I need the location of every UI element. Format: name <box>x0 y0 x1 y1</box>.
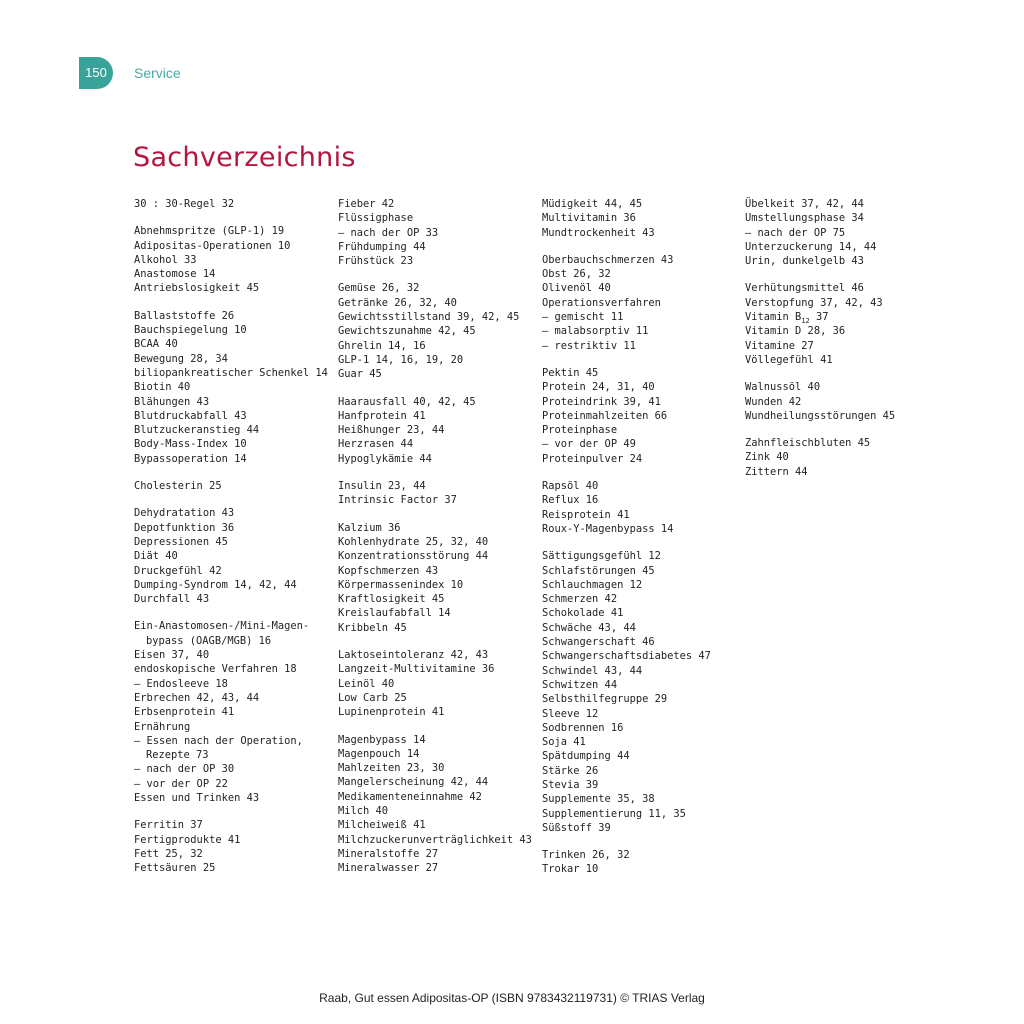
index-entry: – restriktiv 11 <box>542 339 636 352</box>
index-column-2 <box>338 197 538 875</box>
index-entry: Supplementierung 11, 35 <box>542 807 686 820</box>
index-entry: Müdigkeit 44, 45 <box>542 198 643 210</box>
index-entry: BCAA 40 <box>134 338 178 351</box>
index-entry: Medikamenteneinnahme 42 <box>338 790 482 803</box>
index-entry: bypass (OAGB/MGB) 16 <box>146 634 272 647</box>
index-entry: Völlegefühl 41 <box>745 353 833 366</box>
index-entry: Schlafstörungen 45 <box>542 564 655 577</box>
index-entry: Haarausfall 40, 42, 45 <box>338 395 476 408</box>
index-entry: Körpermassenindex 10 <box>338 578 464 591</box>
group-gap <box>134 296 334 309</box>
index-entry: Lupinenprotein 41 <box>338 706 445 719</box>
index-entry: Depotfunktion 36 <box>134 521 235 534</box>
index-entry: Kalzium 36 <box>338 521 401 534</box>
index-entry: – Essen nach der Operation, <box>134 734 303 747</box>
index-entry: Blutzuckeranstieg 44 <box>134 424 260 437</box>
index-entry: Vitamine 27 <box>745 339 814 352</box>
index-entry: Bypassoperation 14 <box>134 452 247 465</box>
index-entry: Getränke 26, 32, 40 <box>338 296 457 309</box>
index-entry: Rezepte 73 <box>146 749 209 762</box>
group-gap <box>338 268 538 281</box>
index-entry: Ghrelin 14, 16 <box>338 339 426 352</box>
index-entry: Herzrasen 44 <box>338 438 414 451</box>
index-entry: Mineralwasser 27 <box>338 862 439 875</box>
index-entry: Unterzuckerung 14, 44 <box>745 240 877 253</box>
group-gap <box>542 835 742 848</box>
index-entry: Sättigungsgefühl 12 <box>542 550 661 563</box>
index-column-3 <box>542 197 742 877</box>
index-entry: Biotin 40 <box>134 381 191 394</box>
index-entry: Dehydratation 43 <box>134 507 235 520</box>
index-entry: Vitamin D 28, 36 <box>745 325 846 338</box>
group-gap <box>542 536 742 549</box>
index-entry: Reisprotein 41 <box>542 508 630 521</box>
group-gap <box>134 493 334 506</box>
group-gap <box>134 606 334 619</box>
index-entry: Schwangerschaftsdiabetes 47 <box>542 650 711 663</box>
index-entry: Eisen 37, 40 <box>134 649 210 662</box>
footer-copyright: Raab, Gut essen Adipositas-OP (ISBN 9783432119731) © TRIAS Verlag <box>319 991 705 1005</box>
index-entry: Hypoglykämie 44 <box>338 452 432 465</box>
index-entry: Vitamin $B_{12}$ 37 <box>745 311 829 326</box>
index-entry: Erbrechen 42, 43, 44 <box>134 691 260 704</box>
index-entry: Sleeve 12 <box>542 707 599 720</box>
index-entry: Proteinpulver 24 <box>542 452 643 465</box>
group-gap <box>134 466 334 479</box>
index-entry: Magenbypass 14 <box>338 733 426 746</box>
index-entry: 30 : 30-Regel 32 <box>134 198 235 210</box>
index-entry: Zittern 44 <box>745 465 808 478</box>
index-entry: Hanfprotein 41 <box>338 409 426 422</box>
index-entry: Depressionen 45 <box>134 535 228 548</box>
index-entry: Low Carb 25 <box>338 691 407 704</box>
index-entry: – nach der OP 75 <box>745 226 846 239</box>
index-entry: Trinken 26, 32 <box>542 849 630 862</box>
index-entry: Schwindel 43, 44 <box>542 664 643 677</box>
index-entry: Heißhunger 23, 44 <box>338 424 445 437</box>
group-gap <box>745 423 945 436</box>
index-entry: Kribbeln 45 <box>338 621 407 634</box>
page-title: Sachverzeichnis <box>133 142 356 173</box>
index-entry: Bauchspiegelung 10 <box>134 324 247 337</box>
index-entry: Schlauchmagen 12 <box>542 578 643 591</box>
group-gap <box>542 353 742 366</box>
index-entry: – malabsorptiv 11 <box>542 325 649 338</box>
index-entry: Proteinphase <box>542 424 618 437</box>
index-entry: Insulin 23, 44 <box>338 480 426 493</box>
index-entry: Pektin 45 <box>542 366 599 379</box>
index-entry: Supplemente 35, 38 <box>542 793 655 806</box>
index-entry: Proteindrink 39, 41 <box>542 395 661 408</box>
group-gap <box>542 466 742 479</box>
index-entry: Intrinsic Factor 37 <box>338 494 457 507</box>
index-entry: Leinöl 40 <box>338 677 395 690</box>
index-entry: GLP-1 14, 16, 19, 20 <box>338 353 464 366</box>
index-entry: Guar 45 <box>338 368 382 381</box>
index-entry: Fettsäuren 25 <box>134 862 216 875</box>
index-entry: Süßstoff 39 <box>542 821 611 834</box>
index-entry: endoskopische Verfahren 18 <box>134 663 297 676</box>
index-entry: Schmerzen 42 <box>542 593 618 606</box>
index-entry: Stevia 39 <box>542 778 599 791</box>
index-entry: Oberbauchschmerzen 43 <box>542 253 674 266</box>
index-entry: Verhütungsmittel 46 <box>745 282 864 295</box>
index-entry: Zahnfleischbluten 45 <box>745 437 871 450</box>
index-entry: Ballaststoffe 26 <box>134 309 235 322</box>
index-entry: Rapsöl 40 <box>542 480 599 493</box>
index-entry: Druckgefühl 42 <box>134 564 222 577</box>
page-number-badge: 150 <box>79 57 113 89</box>
index-entry: Milchzuckerunverträglichkeit 43 <box>338 833 532 846</box>
index-entry: Dumping-Syndrom 14, 42, 44 <box>134 578 297 591</box>
index-entry: Magenpouch 14 <box>338 747 420 760</box>
group-gap <box>542 240 742 253</box>
index-entry: Antriebslosigkeit 45 <box>134 282 260 295</box>
index-entry: Kohlenhydrate 25, 32, 40 <box>338 535 489 548</box>
index-entry: Fett 25, 32 <box>134 847 203 860</box>
index-entry: Selbsthilfegruppe 29 <box>542 693 668 706</box>
index-entry: Reflux 16 <box>542 494 599 507</box>
index-entry: Walnussöl 40 <box>745 381 821 394</box>
index-entry: Protein 24, 31, 40 <box>542 381 655 394</box>
index-entry: Olivenöl 40 <box>542 282 611 295</box>
index-entry: Soja 41 <box>542 736 586 749</box>
index-entry: Anastomose 14 <box>134 268 216 281</box>
index-entry: Mahlzeiten 23, 30 <box>338 762 445 775</box>
index-entry: Essen und Trinken 43 <box>134 791 260 804</box>
index-entry: Mundtrockenheit 43 <box>542 226 655 239</box>
index-entry: Bewegung 28, 34 <box>134 352 228 365</box>
index-entry: Flüssigphase <box>338 212 414 225</box>
index-entry: Langzeit-Multivitamine 36 <box>338 663 495 676</box>
index-entry: Frühstück 23 <box>338 255 414 268</box>
index-entry: Umstellungsphase 34 <box>745 212 864 225</box>
index-entry: Kopfschmerzen 43 <box>338 564 439 577</box>
index-entry: Fertigprodukte 41 <box>134 833 241 846</box>
index-entry: Schwangerschaft 46 <box>542 636 655 649</box>
index-entry: Stärke 26 <box>542 764 599 777</box>
index-entry: Body-Mass-Index 10 <box>134 438 247 451</box>
index-entry: Proteinmahlzeiten 66 <box>542 409 668 422</box>
index-entry: Operationsverfahren <box>542 296 661 309</box>
index-entry: Ein-Anastomosen-/Mini-Magen- <box>134 620 310 633</box>
group-gap <box>745 268 945 281</box>
index-entry: Übelkeit 37, 42, 44 <box>745 198 864 210</box>
index-entry: – nach der OP 30 <box>134 763 235 776</box>
index-entry: Schokolade 41 <box>542 607 624 620</box>
index-entry: Sodbrennen 16 <box>542 721 624 734</box>
index-entry: Cholesterin 25 <box>134 480 222 493</box>
group-gap <box>134 805 334 818</box>
group-gap <box>338 382 538 395</box>
index-entry: Alkohol 33 <box>134 253 197 266</box>
group-gap <box>338 466 538 479</box>
index-entry: – nach der OP 33 <box>338 226 439 239</box>
index-entry: Milch 40 <box>338 804 389 817</box>
index-column-4 <box>745 197 945 479</box>
index-entry: Kreislaufabfall 14 <box>338 607 451 620</box>
index-entry: Gewichtsstillstand 39, 42, 45 <box>338 311 520 324</box>
index-entry: Ernährung <box>134 720 191 733</box>
index-entry: biliopankreatischer Schenkel 14 <box>134 366 328 379</box>
index-entry: Ferritin 37 <box>134 819 203 832</box>
index-entry: Spätdumping 44 <box>542 750 630 763</box>
index-entry: Mangelerscheinung 42, 44 <box>338 776 489 789</box>
index-entry: Diät 40 <box>134 550 178 563</box>
index-entry: Kraftlosigkeit 45 <box>338 593 445 606</box>
index-entry: – Endosleeve 18 <box>134 677 228 690</box>
group-gap <box>338 635 538 648</box>
index-entry: Fieber 42 <box>338 198 395 210</box>
index-entry: Gewichtszunahme 42, 45 <box>338 325 476 338</box>
index-entry: Durchfall 43 <box>134 593 210 606</box>
index-entry: Blutdruckabfall 43 <box>134 409 247 422</box>
index-column-1 <box>134 197 334 875</box>
group-gap <box>338 720 538 733</box>
index-entry: Gemüse 26, 32 <box>338 282 420 295</box>
group-gap <box>134 211 334 224</box>
index-entry: Schwäche 43, 44 <box>542 621 636 634</box>
index-entry: Multivitamin 36 <box>542 212 636 225</box>
index-entry: Urin, dunkelgelb 43 <box>745 255 864 268</box>
index-entry: Adipositas-Operationen 10 <box>134 239 291 252</box>
index-entry: Verstopfung 37, 42, 43 <box>745 296 883 309</box>
index-entry: Mineralstoffe 27 <box>338 847 439 860</box>
index-entry: Obst 26, 32 <box>542 268 611 281</box>
group-gap <box>745 367 945 380</box>
index-entry: Wundheilungsstörungen 45 <box>745 409 896 422</box>
index-entry: Wunden 42 <box>745 395 802 408</box>
index-entry: Abnehmspritze (GLP-1) 19 <box>134 225 285 238</box>
index-entry: Schwitzen 44 <box>542 678 618 691</box>
group-gap <box>338 508 538 521</box>
index-entry: Frühdumping 44 <box>338 240 426 253</box>
index-entry: Konzentrationsstörung 44 <box>338 550 489 563</box>
index-entry: Roux-Y-Magenbypass 14 <box>542 522 674 535</box>
index-entry: Trokar 10 <box>542 863 599 876</box>
index-entry: – vor der OP 22 <box>134 777 228 790</box>
index-entry: – gemischt 11 <box>542 311 624 324</box>
index-entry: Erbsenprotein 41 <box>134 706 235 719</box>
index-entry: Blähungen 43 <box>134 395 210 408</box>
index-entry: Zink 40 <box>745 451 789 464</box>
index-entry: Laktoseintoleranz 42, 43 <box>338 649 489 662</box>
index-entry: – vor der OP 49 <box>542 438 636 451</box>
section-label: Service <box>134 65 181 81</box>
index-entry: Milcheiweiß 41 <box>338 819 426 832</box>
